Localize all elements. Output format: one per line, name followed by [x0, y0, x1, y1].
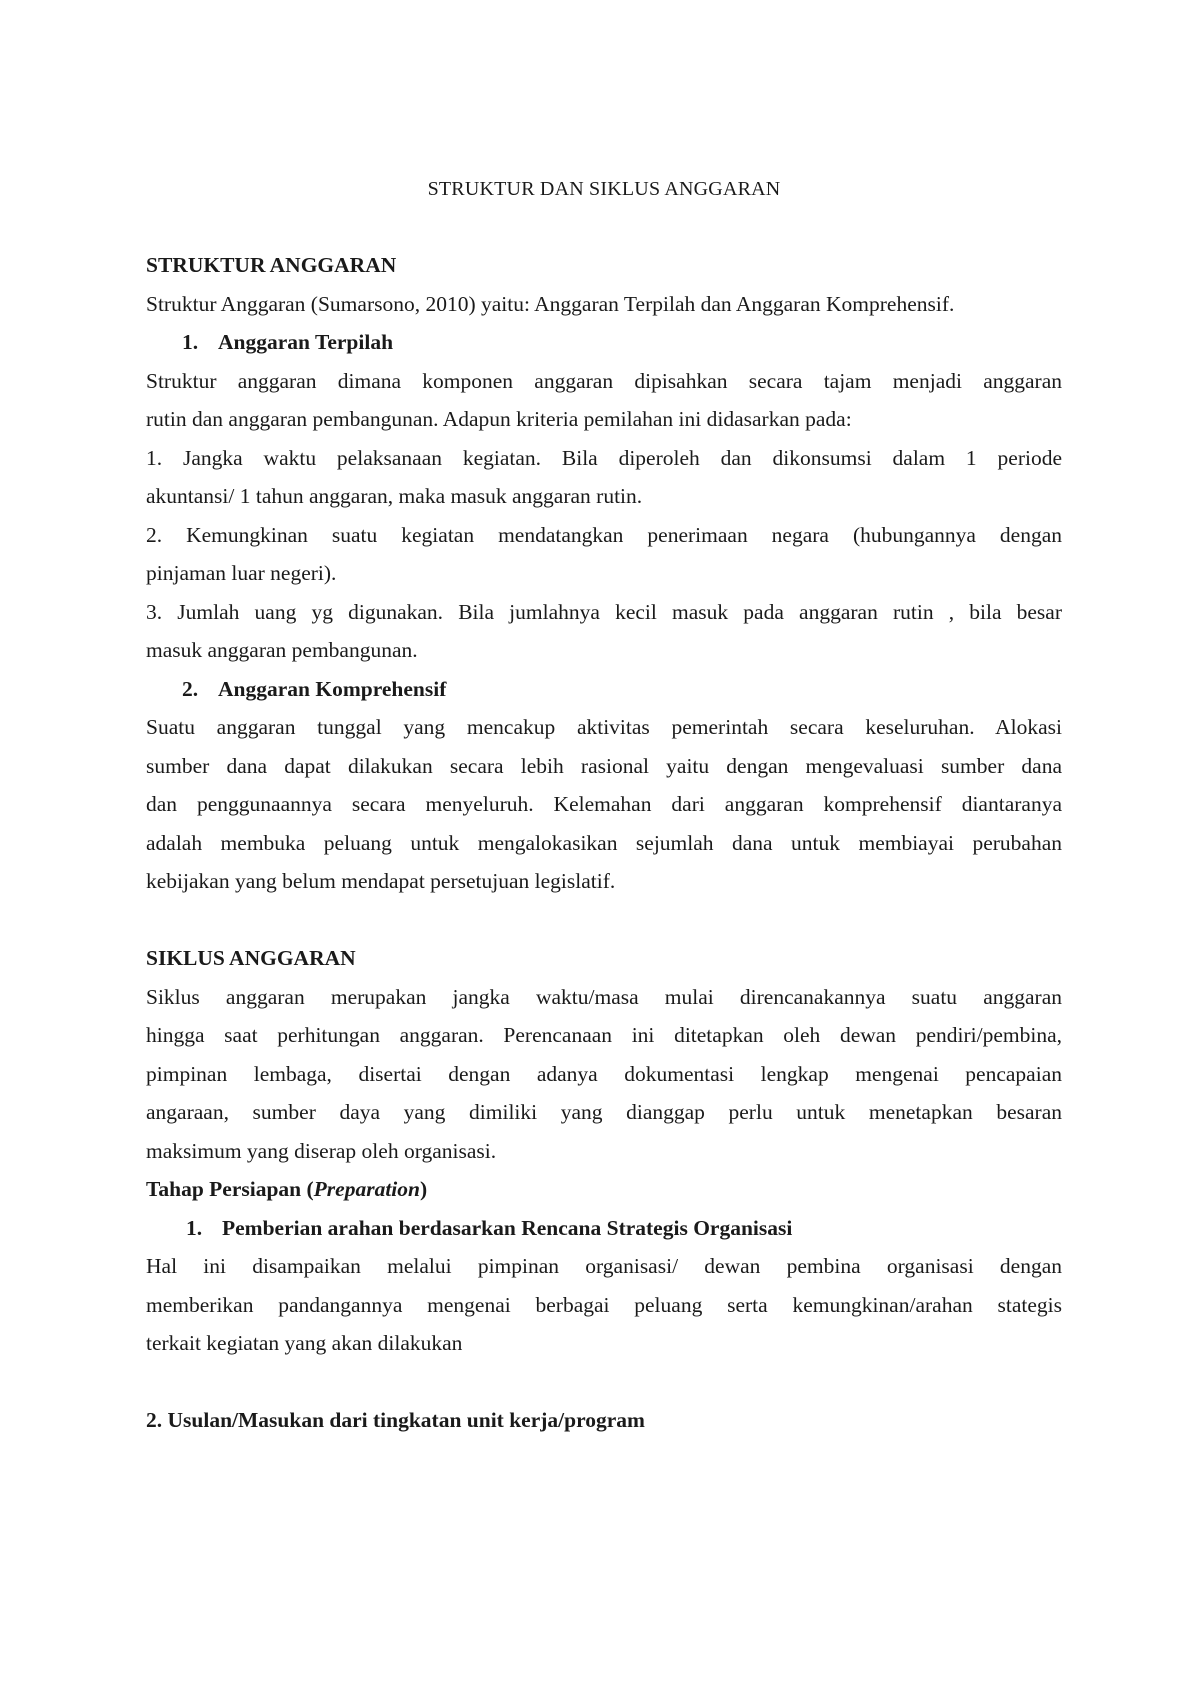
paragraph-line: pinjaman luar negeri).	[146, 561, 337, 585]
paragraph-line: terkait kegiatan yang akan dilakukan	[146, 1331, 463, 1355]
komprehensif-heading	[182, 676, 1098, 702]
document-page	[146, 0, 1062, 1698]
step1-title: Pemberian arahan berdasarkan Rencana Strategis Organisasi	[222, 1216, 793, 1240]
paragraph-line: Suatu anggaran tunggal yang mencakup aktivitas pemerintah secara keseluruhan. Alokasi	[146, 715, 1062, 739]
paragraph-line: masuk anggaran pembangunan.	[146, 638, 418, 662]
paragraph-line: pimpinan lembaga, disertai dengan adanya dokumentasi lengkap mengenai pencapaian	[146, 1062, 1062, 1086]
tahap-prefix: Tahap Persiapan (	[146, 1177, 314, 1201]
paragraph-line: maksimum yang diserap oleh organisasi.	[146, 1139, 497, 1163]
paragraph-line: Hal ini disampaikan melalui pimpinan organisasi/ dewan pembina organisasi dengan	[146, 1254, 1062, 1278]
paragraph-line: kebijakan yang belum mendapat persetujuan legislatif.	[146, 869, 616, 893]
step2-heading: 2. Usulan/Masukan dari tingkatan unit kerja/program	[146, 1408, 645, 1432]
paragraph-line: akuntansi/ 1 tahun anggaran, maka masuk anggaran rutin.	[146, 484, 643, 508]
siklus-heading: SIKLUS ANGGARAN	[146, 946, 356, 970]
paragraph-line: Siklus anggaran merupakan jangka waktu/masa mulai direncanakannya suatu anggaran	[146, 985, 1062, 1009]
paragraph-line: memberikan pandangannya mengenai berbagai peluang serta kemungkinan/arahan stategis	[146, 1293, 1062, 1317]
paragraph-line: sumber dana dapat dilakukan secara lebih rasional yaitu dengan mengevaluasi sumber dana	[146, 754, 1062, 778]
terpilah-title: Anggaran Terpilah	[218, 330, 394, 354]
paragraph-line: Struktur anggaran dimana komponen anggaran dipisahkan secara tajam menjadi anggaran	[146, 369, 1062, 393]
terpilah-heading	[182, 329, 1098, 355]
struktur-intro: Struktur Anggaran (Sumarsono, 2010) yaitu: Anggaran Terpilah dan Anggaran Komprehensif.	[146, 292, 955, 316]
terpilah-number: 1.	[182, 330, 199, 354]
tahap-suffix: )	[420, 1177, 428, 1201]
komprehensif-title: Anggaran Komprehensif	[218, 677, 447, 701]
paragraph-line: 1. Jangka waktu pelaksanaan kegiatan. Bila diperoleh dan dikonsumsi dalam 1 periode	[146, 446, 1062, 470]
page-title: STRUKTUR DAN SIKLUS ANGGARAN	[427, 178, 781, 200]
komprehensif-number: 2.	[182, 677, 199, 701]
paragraph-line: rutin dan anggaran pembangunan. Adapun kriteria pemilahan ini didasarkan pada:	[146, 407, 852, 431]
paragraph-line: adalah membuka peluang untuk mengalokasikan sejumlah dana untuk membiayai perubahan	[146, 831, 1062, 855]
step1-heading	[186, 1215, 1102, 1241]
paragraph-line: 3. Jumlah uang yg digunakan. Bila jumlahnya kecil masuk pada anggaran rutin , bila besar	[146, 600, 1062, 624]
paragraph-line: 2. Kemungkinan suatu kegiatan mendatangkan penerimaan negara (hubungannya dengan	[146, 523, 1062, 547]
paragraph-line: angaraan, sumber daya yang dimiliki yang dianggap perlu untuk menetapkan besaran	[146, 1100, 1062, 1124]
tahap-persiapan-heading	[146, 1176, 1062, 1202]
tahap-emphasis: Preparation	[313, 1177, 420, 1201]
struktur-heading: STRUKTUR ANGGARAN	[146, 253, 397, 277]
step1-number: 1.	[186, 1216, 203, 1240]
paragraph-line: hingga saat perhitungan anggaran. Perencanaan ini ditetapkan oleh dewan pendiri/pembina,	[146, 1023, 1062, 1047]
paragraph-line: dan penggunaannya secara menyeluruh. Kelemahan dari anggaran komprehensif diantaranya	[146, 792, 1062, 816]
